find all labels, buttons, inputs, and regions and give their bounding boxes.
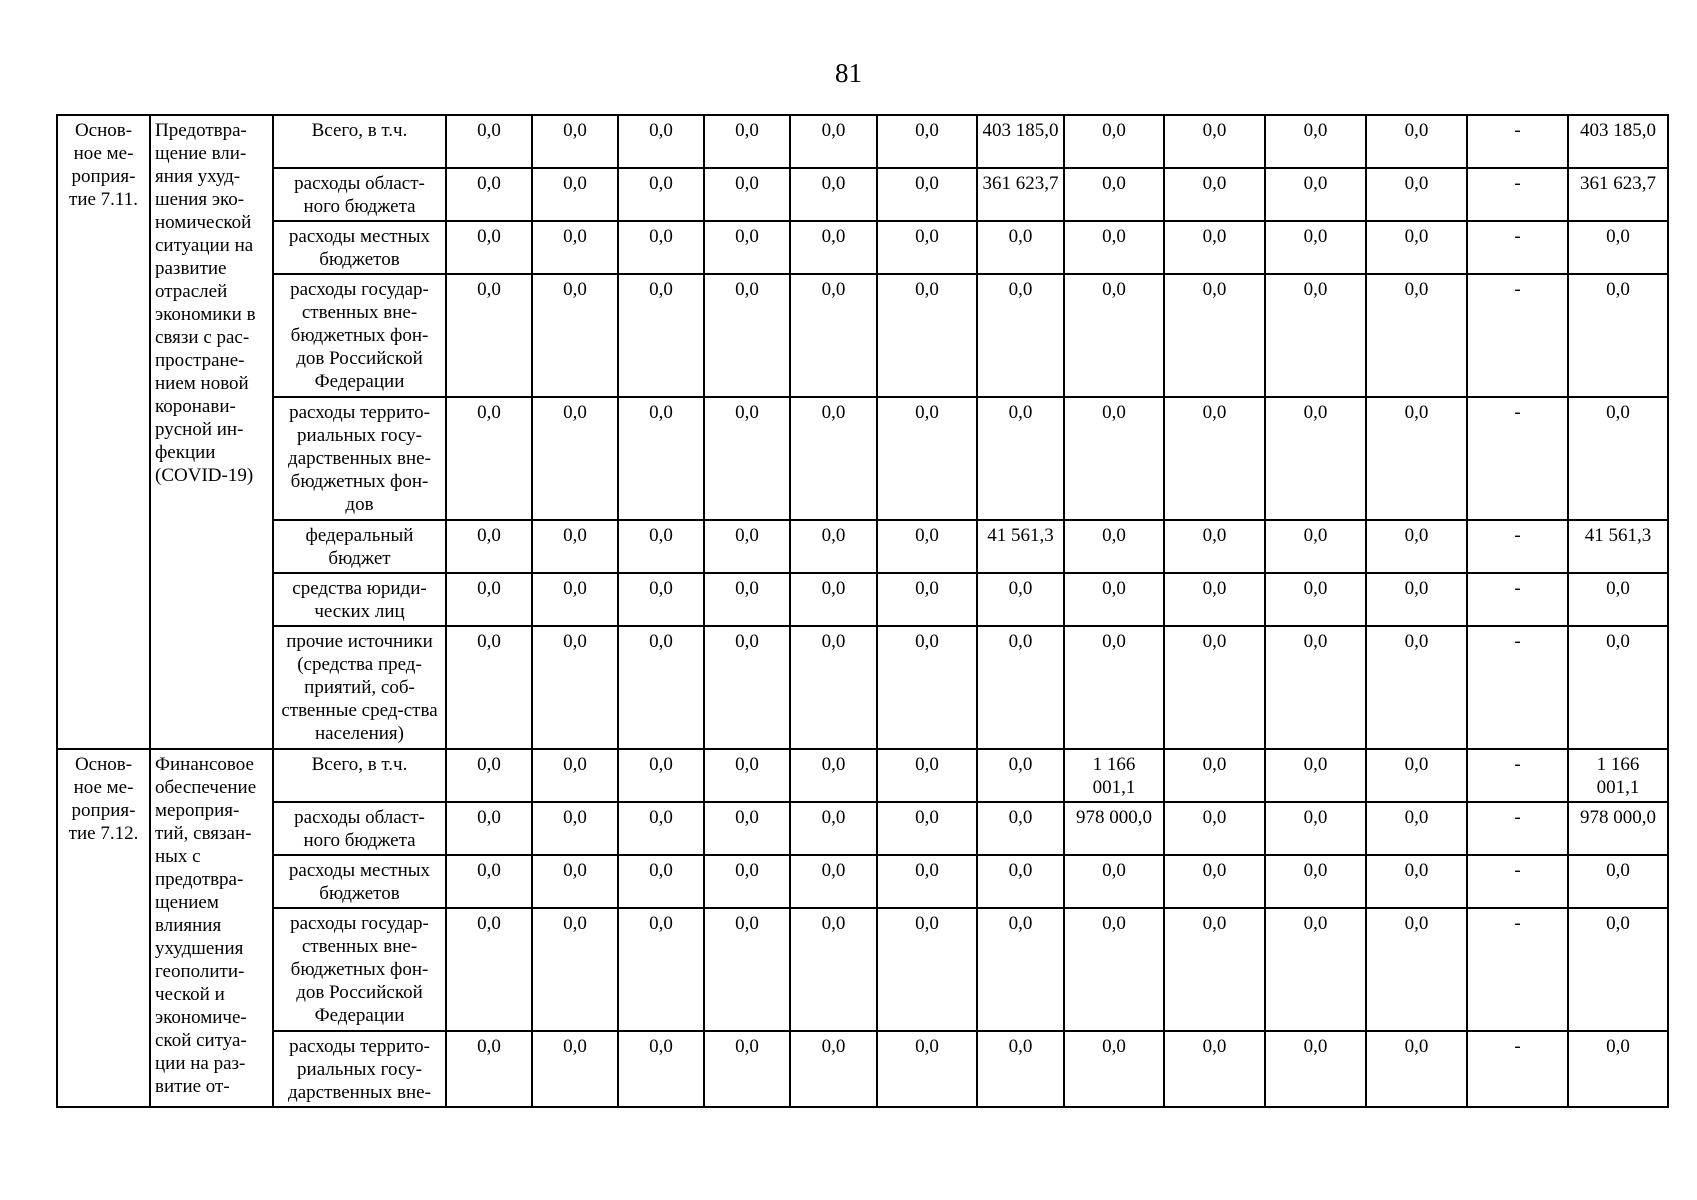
- value-cell: 403 185,0: [1568, 115, 1668, 168]
- value-cell: -: [1467, 573, 1568, 626]
- value-cell: 0,0: [1366, 520, 1467, 573]
- value-cell: 0,0: [618, 168, 704, 221]
- value-cell: 0,0: [532, 626, 618, 749]
- value-cell: 0,0: [1064, 573, 1164, 626]
- value-cell: 0,0: [977, 626, 1064, 749]
- table-row: [57, 573, 1668, 626]
- value-cell: 0,0: [704, 397, 790, 520]
- value-cell: 0,0: [977, 397, 1064, 520]
- value-cell: 0,0: [446, 855, 532, 908]
- value-cell: 0,0: [1064, 855, 1164, 908]
- value-cell: 0,0: [446, 274, 532, 397]
- value-cell: 0,0: [1164, 1031, 1265, 1107]
- value-cell: 0,0: [532, 1031, 618, 1107]
- value-cell: 0,0: [1164, 802, 1265, 855]
- value-cell: 0,0: [1265, 397, 1366, 520]
- value-cell: 0,0: [877, 749, 977, 802]
- value-cell: 0,0: [1164, 115, 1265, 168]
- value-cell: 0,0: [790, 573, 877, 626]
- value-cell: 0,0: [1064, 520, 1164, 573]
- value-cell: 0,0: [877, 397, 977, 520]
- value-cell: 0,0: [1265, 802, 1366, 855]
- value-cell: 0,0: [1064, 221, 1164, 274]
- measure-description-cell: Финансовое обеспечение мероприя-тий, связан-ных с предотвра-щением влияния ухудшения геополити-ческой и экономиче-ской ситуа-ции на раз-витие от-: [150, 749, 273, 1107]
- value-cell: 0,0: [977, 749, 1064, 802]
- value-cell: -: [1467, 520, 1568, 573]
- value-cell: 0,0: [1064, 1031, 1164, 1107]
- value-cell: 0,0: [1366, 274, 1467, 397]
- value-cell: 0,0: [618, 908, 704, 1031]
- value-cell: 0,0: [618, 274, 704, 397]
- value-cell: 0,0: [532, 520, 618, 573]
- value-cell: 0,0: [618, 802, 704, 855]
- value-cell: 0,0: [532, 749, 618, 802]
- value-cell: 0,0: [877, 802, 977, 855]
- value-cell: 0,0: [1366, 802, 1467, 855]
- value-cell: 0,0: [977, 908, 1064, 1031]
- value-cell: 0,0: [1064, 626, 1164, 749]
- value-cell: -: [1467, 274, 1568, 397]
- value-cell: 0,0: [790, 1031, 877, 1107]
- table-row: [57, 221, 1668, 274]
- page-number: 81: [835, 58, 862, 88]
- value-cell: 978 000,0: [1064, 802, 1164, 855]
- value-cell: 0,0: [704, 1031, 790, 1107]
- value-cell: -: [1467, 221, 1568, 274]
- value-cell: 0,0: [977, 802, 1064, 855]
- value-cell: 0,0: [790, 397, 877, 520]
- value-cell: 0,0: [704, 520, 790, 573]
- budget-table: [56, 114, 1669, 1108]
- value-cell: 0,0: [790, 115, 877, 168]
- value-cell: 0,0: [977, 221, 1064, 274]
- table-row: [57, 1031, 1668, 1107]
- value-cell: -: [1467, 908, 1568, 1031]
- value-cell: -: [1467, 397, 1568, 520]
- value-cell: 0,0: [704, 626, 790, 749]
- value-cell: 0,0: [1164, 221, 1265, 274]
- value-cell: -: [1467, 1031, 1568, 1107]
- value-cell: 0,0: [1366, 573, 1467, 626]
- funding-source-cell: Всего, в т.ч.: [273, 749, 446, 802]
- value-cell: 0,0: [1265, 908, 1366, 1031]
- funding-source-cell: расходы област-ного бюджета: [273, 168, 446, 221]
- table-row: [57, 908, 1668, 1031]
- value-cell: 0,0: [1164, 908, 1265, 1031]
- value-cell: 0,0: [877, 1031, 977, 1107]
- value-cell: 0,0: [532, 573, 618, 626]
- value-cell: 0,0: [532, 274, 618, 397]
- funding-source-cell: Всего, в т.ч.: [273, 115, 446, 168]
- value-cell: -: [1467, 802, 1568, 855]
- value-cell: -: [1467, 626, 1568, 749]
- value-cell: 0,0: [618, 749, 704, 802]
- value-cell: 0,0: [1064, 274, 1164, 397]
- value-cell: 0,0: [977, 573, 1064, 626]
- value-cell: 0,0: [877, 168, 977, 221]
- value-cell: 0,0: [446, 626, 532, 749]
- value-cell: 0,0: [618, 1031, 704, 1107]
- value-cell: 0,0: [977, 1031, 1064, 1107]
- value-cell: 0,0: [704, 168, 790, 221]
- measure-description-cell: Предотвра-щение вли-яния ухуд-шения эко-номической ситуации на развитие отраслей экономики в связи с рас-простране-нием новой коронави-русной ин-фекции (COVID-19): [150, 115, 273, 749]
- value-cell: 0,0: [446, 749, 532, 802]
- value-cell: 0,0: [1265, 221, 1366, 274]
- value-cell: 0,0: [446, 115, 532, 168]
- value-cell: 0,0: [1164, 626, 1265, 749]
- value-cell: 0,0: [977, 274, 1064, 397]
- value-cell: 0,0: [877, 221, 977, 274]
- funding-source-cell: расходы террито-риальных госу-дарственных вне-бюджетных фон-дов: [273, 397, 446, 520]
- funding-source-cell: расходы террито-риальных госу-дарственных вне-: [273, 1031, 446, 1107]
- value-cell: 0,0: [1366, 626, 1467, 749]
- value-cell: 0,0: [1265, 520, 1366, 573]
- value-cell: -: [1467, 749, 1568, 802]
- value-cell: -: [1467, 115, 1568, 168]
- value-cell: 0,0: [532, 802, 618, 855]
- value-cell: 361 623,7: [977, 168, 1064, 221]
- value-cell: 0,0: [1265, 274, 1366, 397]
- value-cell: 0,0: [1366, 397, 1467, 520]
- value-cell: 0,0: [532, 855, 618, 908]
- value-cell: 0,0: [532, 397, 618, 520]
- value-cell: 0,0: [1366, 908, 1467, 1031]
- value-cell: 0,0: [1366, 115, 1467, 168]
- measure-cell: Основ-ное ме-роприя-тие 7.12.: [57, 749, 150, 1107]
- value-cell: 0,0: [877, 855, 977, 908]
- value-cell: 0,0: [790, 908, 877, 1031]
- value-cell: 0,0: [1366, 749, 1467, 802]
- value-cell: 0,0: [704, 221, 790, 274]
- value-cell: 0,0: [532, 908, 618, 1031]
- value-cell: 0,0: [704, 908, 790, 1031]
- value-cell: 1 166 001,1: [1064, 749, 1164, 802]
- value-cell: 0,0: [618, 115, 704, 168]
- value-cell: 0,0: [1265, 573, 1366, 626]
- table-row: [57, 626, 1668, 749]
- value-cell: 0,0: [446, 802, 532, 855]
- value-cell: 0,0: [618, 520, 704, 573]
- value-cell: 0,0: [704, 749, 790, 802]
- value-cell: 0,0: [532, 168, 618, 221]
- value-cell: 0,0: [704, 274, 790, 397]
- value-cell: -: [1467, 855, 1568, 908]
- value-cell: -: [1467, 168, 1568, 221]
- value-cell: 0,0: [877, 908, 977, 1031]
- value-cell: 0,0: [446, 520, 532, 573]
- value-cell: 0,0: [877, 573, 977, 626]
- value-cell: 0,0: [877, 520, 977, 573]
- table-row: [57, 274, 1668, 397]
- value-cell: 41 561,3: [1568, 520, 1668, 573]
- value-cell: 0,0: [977, 855, 1064, 908]
- measure-cell: Основ-ное ме-роприя-тие 7.11.: [57, 115, 150, 749]
- value-cell: 0,0: [790, 168, 877, 221]
- value-cell: 0,0: [1366, 1031, 1467, 1107]
- value-cell: 0,0: [877, 115, 977, 168]
- value-cell: 0,0: [1265, 749, 1366, 802]
- value-cell: 0,0: [446, 168, 532, 221]
- value-cell: 0,0: [532, 115, 618, 168]
- value-cell: 0,0: [446, 573, 532, 626]
- value-cell: 0,0: [1568, 221, 1668, 274]
- value-cell: 0,0: [704, 115, 790, 168]
- value-cell: 0,0: [532, 221, 618, 274]
- table-row: [57, 802, 1668, 855]
- value-cell: 0,0: [1366, 168, 1467, 221]
- value-cell: 0,0: [704, 802, 790, 855]
- value-cell: 0,0: [1568, 908, 1668, 1031]
- value-cell: 0,0: [1568, 397, 1668, 520]
- value-cell: 0,0: [790, 855, 877, 908]
- value-cell: 978 000,0: [1568, 802, 1668, 855]
- table-row: [57, 520, 1668, 573]
- funding-source-cell: расходы местных бюджетов: [273, 855, 446, 908]
- value-cell: 41 561,3: [977, 520, 1064, 573]
- table-row: [57, 855, 1668, 908]
- value-cell: 0,0: [1265, 168, 1366, 221]
- value-cell: 0,0: [1164, 397, 1265, 520]
- value-cell: 0,0: [1265, 626, 1366, 749]
- funding-source-cell: средства юриди-ческих лиц: [273, 573, 446, 626]
- value-cell: 0,0: [790, 802, 877, 855]
- value-cell: 0,0: [1064, 908, 1164, 1031]
- value-cell: 0,0: [446, 397, 532, 520]
- value-cell: 0,0: [704, 573, 790, 626]
- value-cell: 0,0: [790, 749, 877, 802]
- value-cell: 0,0: [704, 855, 790, 908]
- value-cell: 0,0: [1164, 573, 1265, 626]
- value-cell: 0,0: [790, 520, 877, 573]
- table-row: [57, 168, 1668, 221]
- value-cell: 0,0: [790, 626, 877, 749]
- value-cell: 403 185,0: [977, 115, 1064, 168]
- value-cell: 0,0: [1265, 1031, 1366, 1107]
- value-cell: 0,0: [1265, 115, 1366, 168]
- value-cell: 0,0: [1568, 573, 1668, 626]
- value-cell: 0,0: [1064, 397, 1164, 520]
- value-cell: 0,0: [446, 908, 532, 1031]
- value-cell: 0,0: [1366, 855, 1467, 908]
- value-cell: 361 623,7: [1568, 168, 1668, 221]
- value-cell: 0,0: [1568, 626, 1668, 749]
- table-row: [57, 115, 1668, 168]
- table-row: [57, 397, 1668, 520]
- budget-table-body: [57, 115, 1668, 1107]
- value-cell: 0,0: [446, 221, 532, 274]
- value-cell: 0,0: [1265, 855, 1366, 908]
- value-cell: 0,0: [618, 397, 704, 520]
- funding-source-cell: расходы государ-ственных вне-бюджетных фон-дов Российской Федерации: [273, 908, 446, 1031]
- value-cell: 0,0: [1064, 168, 1164, 221]
- value-cell: 0,0: [618, 855, 704, 908]
- funding-source-cell: расходы област-ного бюджета: [273, 802, 446, 855]
- value-cell: 0,0: [1164, 749, 1265, 802]
- value-cell: 0,0: [1568, 1031, 1668, 1107]
- value-cell: 1 166 001,1: [1568, 749, 1668, 802]
- value-cell: 0,0: [1164, 274, 1265, 397]
- value-cell: 0,0: [1164, 520, 1265, 573]
- funding-source-cell: расходы государ-ственных вне-бюджетных фон-дов Российской Федерации: [273, 274, 446, 397]
- value-cell: 0,0: [1164, 168, 1265, 221]
- value-cell: 0,0: [618, 626, 704, 749]
- funding-source-cell: прочие источники (средства пред-приятий, соб-ственные сред-ства населения): [273, 626, 446, 749]
- funding-source-cell: федеральный бюджет: [273, 520, 446, 573]
- value-cell: 0,0: [1568, 274, 1668, 397]
- value-cell: 0,0: [1366, 221, 1467, 274]
- value-cell: 0,0: [1568, 855, 1668, 908]
- value-cell: 0,0: [618, 573, 704, 626]
- value-cell: 0,0: [446, 1031, 532, 1107]
- table-row: [57, 749, 1668, 802]
- value-cell: 0,0: [1064, 115, 1164, 168]
- value-cell: 0,0: [877, 626, 977, 749]
- funding-source-cell: расходы местных бюджетов: [273, 221, 446, 274]
- value-cell: 0,0: [790, 221, 877, 274]
- value-cell: 0,0: [790, 274, 877, 397]
- value-cell: 0,0: [877, 274, 977, 397]
- value-cell: 0,0: [1164, 855, 1265, 908]
- value-cell: 0,0: [618, 221, 704, 274]
